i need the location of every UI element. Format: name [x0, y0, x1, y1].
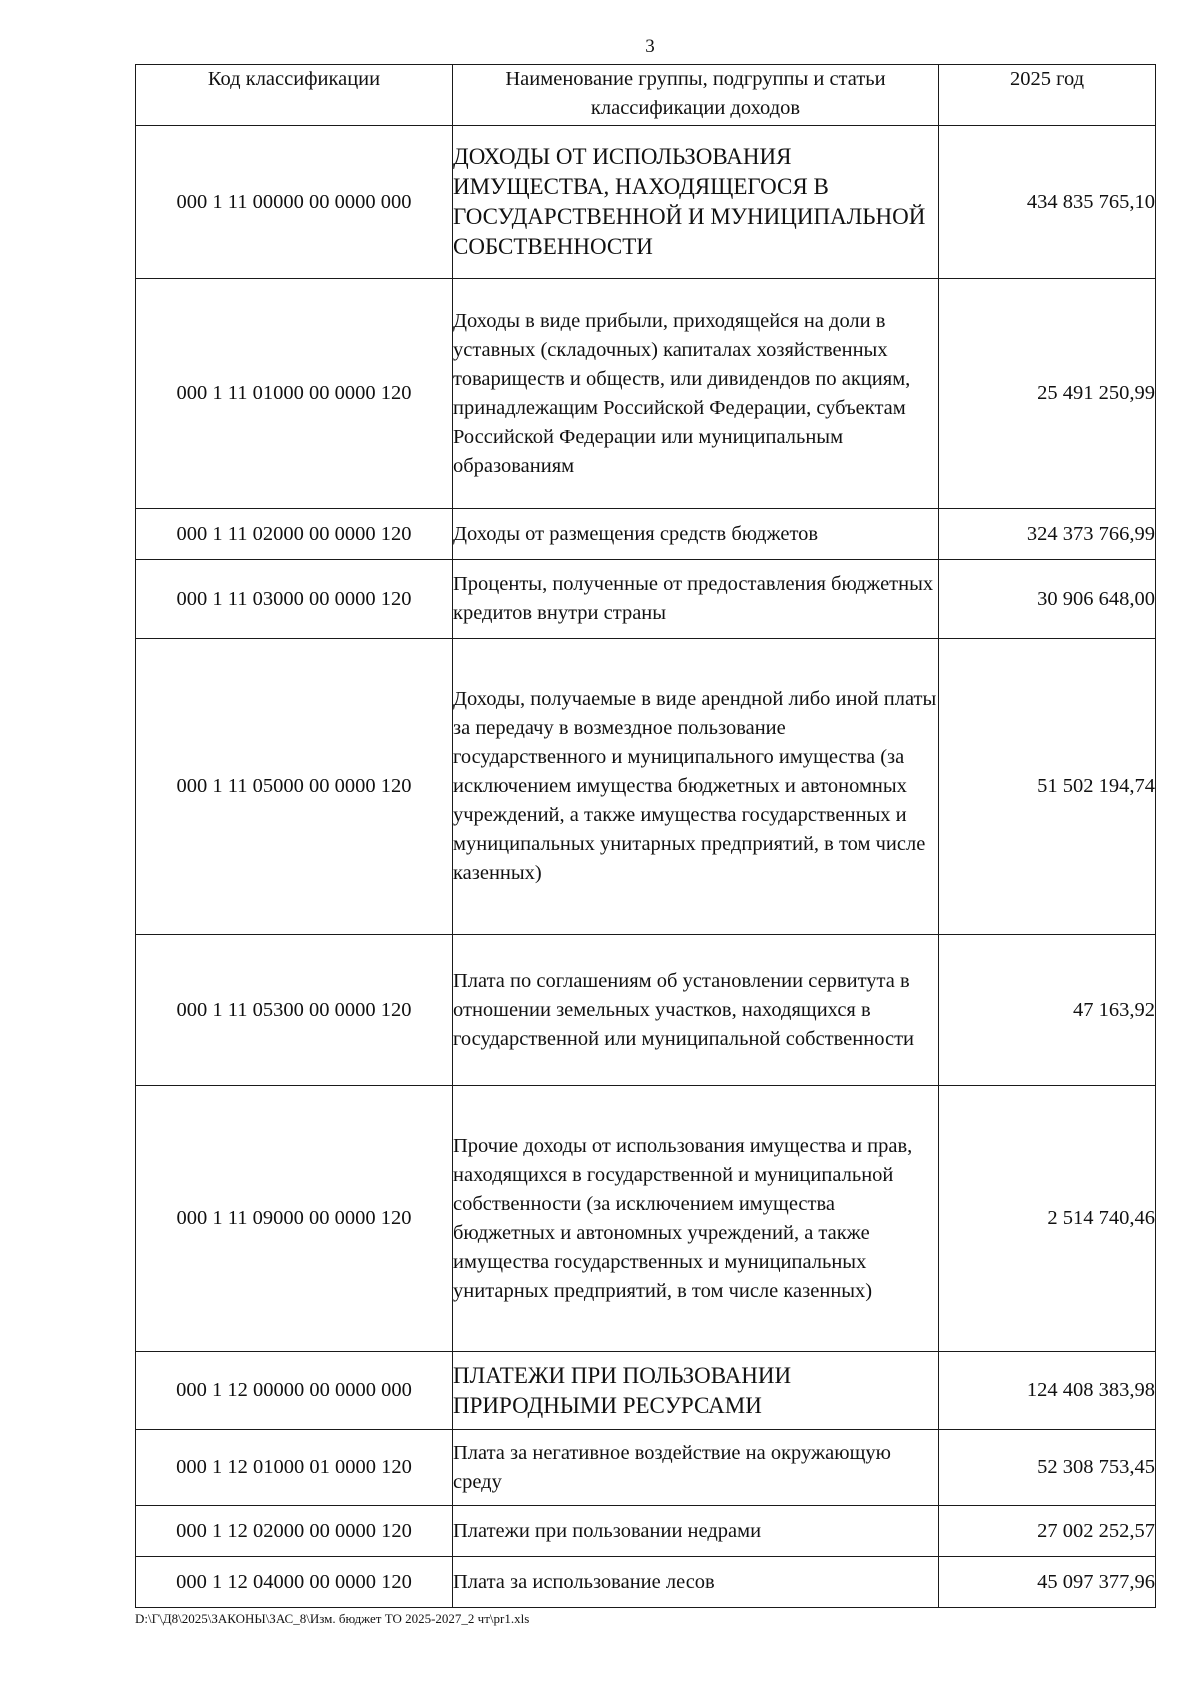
row-name: Проценты, полученные от предоставления бюджетных кредитов внутри страны	[453, 560, 939, 639]
row-value: 434 835 765,10	[939, 126, 1156, 279]
row-name: ПЛАТЕЖИ ПРИ ПОЛЬЗОВАНИИ ПРИРОДНЫМИ РЕСУРСАМИ	[453, 1352, 939, 1430]
table-header-row	[136, 65, 1156, 126]
row-name: Доходы, получаемые в виде арендной либо иной платы за передачу в возмездное пользование государственного и муниципального имущества (за исключением имущества бюджетных и автономных учреждений, а также имущества государственных и муниципальных унитарных предприятий, в том числе казенных)	[453, 639, 939, 935]
table-row	[136, 1506, 1156, 1557]
table-row	[136, 1086, 1156, 1352]
row-code: 000 1 12 04000 00 0000 120	[136, 1557, 453, 1608]
row-value: 124 408 383,98	[939, 1352, 1156, 1430]
row-code: 000 1 12 01000 01 0000 120	[136, 1430, 453, 1506]
row-name: Доходы в виде прибыли, приходящейся на доли в уставных (складочных) капиталах хозяйственных товариществ и обществ, или дивидендов по акциям, принадлежащим Российской Федерации, субъектам Российской Федерации или муниципальным образованиям	[453, 279, 939, 509]
row-code: 000 1 11 09000 00 0000 120	[136, 1086, 453, 1352]
row-value: 25 491 250,99	[939, 279, 1156, 509]
header-year: 2025 год	[939, 65, 1156, 126]
table-row	[136, 639, 1156, 935]
table-row	[136, 935, 1156, 1086]
table-row	[136, 560, 1156, 639]
row-code: 000 1 11 01000 00 0000 120	[136, 279, 453, 509]
row-value: 27 002 252,57	[939, 1506, 1156, 1557]
row-code: 000 1 11 05300 00 0000 120	[136, 935, 453, 1086]
row-name: Доходы от размещения средств бюджетов	[453, 509, 939, 560]
row-code: 000 1 11 03000 00 0000 120	[136, 560, 453, 639]
page-number: 3	[645, 36, 655, 57]
row-value: 2 514 740,46	[939, 1086, 1156, 1352]
row-code: 000 1 11 02000 00 0000 120	[136, 509, 453, 560]
table-row	[136, 1430, 1156, 1506]
row-name: Плата за использование лесов	[453, 1557, 939, 1608]
row-value: 52 308 753,45	[939, 1430, 1156, 1506]
row-name: Плата по соглашениям об установлении сервитута в отношении земельных участков, находящихся в государственной или муниципальной собственности	[453, 935, 939, 1086]
row-name: Платежи при пользовании недрами	[453, 1506, 939, 1557]
row-value: 30 906 648,00	[939, 560, 1156, 639]
row-value: 324 373 766,99	[939, 509, 1156, 560]
table-row	[136, 509, 1156, 560]
row-code: 000 1 12 02000 00 0000 120	[136, 1506, 453, 1557]
row-code: 000 1 12 00000 00 0000 000	[136, 1352, 453, 1430]
header-name: Наименование группы, подгруппы и статьи классификации доходов	[453, 65, 939, 126]
row-name: Прочие доходы от использования имущества и прав, находящихся в государственной и муниципальной собственности (за исключением имущества бюджетных и автономных учреждений, а также имущества государственных и муниципальных унитарных предприятий, в том числе казенных)	[453, 1086, 939, 1352]
header-code: Код классификации	[136, 65, 453, 126]
file-path-footer: D:\Г\Д8\2025\ЗАКОНЫ\ЗАС_8\Изм. бюджет ТО 2025-2027_2 чт\pr1.xls	[135, 1611, 530, 1626]
table-row	[136, 279, 1156, 509]
table-row	[136, 1557, 1156, 1608]
revenue-table	[135, 64, 1156, 1608]
row-code: 000 1 11 00000 00 0000 000	[136, 126, 453, 279]
table-row	[136, 126, 1156, 279]
row-name: Плата за негативное воздействие на окружающую среду	[453, 1430, 939, 1506]
row-name: ДОХОДЫ ОТ ИСПОЛЬЗОВАНИЯ ИМУЩЕСТВА, НАХОДЯЩЕГОСЯ В ГОСУДАРСТВЕННОЙ И МУНИЦИПАЛЬНОЙ СОБСТВЕННОСТИ	[453, 126, 939, 279]
row-value: 51 502 194,74	[939, 639, 1156, 935]
row-value: 47 163,92	[939, 935, 1156, 1086]
row-code: 000 1 11 05000 00 0000 120	[136, 639, 453, 935]
row-value: 45 097 377,96	[939, 1557, 1156, 1608]
table-row	[136, 1352, 1156, 1430]
